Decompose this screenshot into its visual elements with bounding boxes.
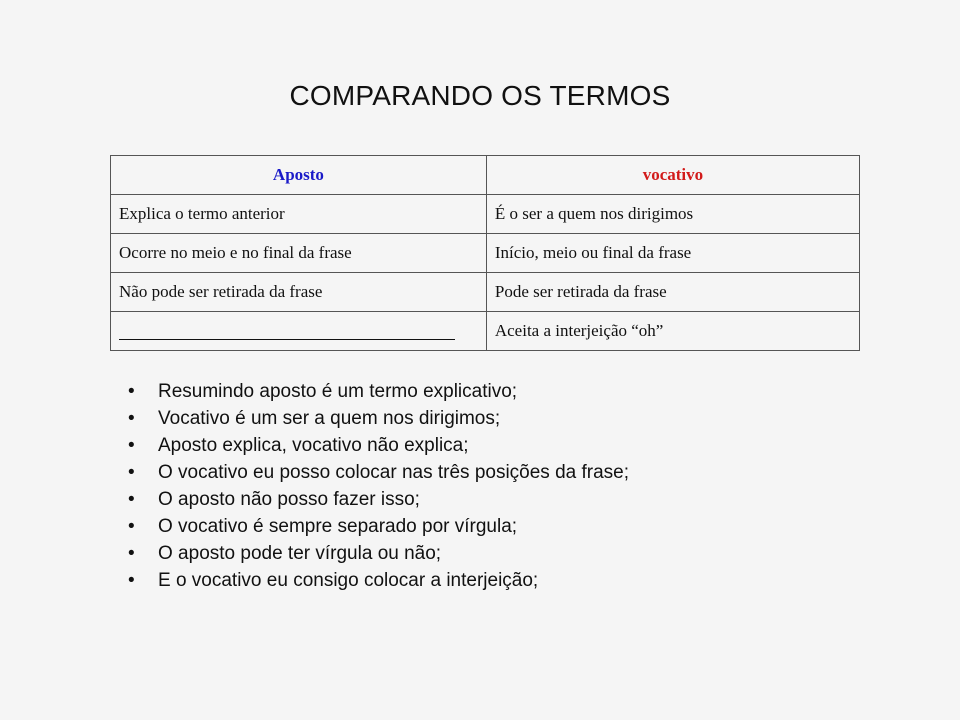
table-cell-vocativo: Pode ser retirada da frase	[486, 273, 859, 312]
blank-underline	[119, 325, 455, 340]
table-row	[111, 195, 860, 234]
table-row	[111, 234, 860, 273]
bullet-dot-icon: •	[128, 570, 135, 591]
list-item-text: Vocativo é um ser a quem nos dirigimos;	[158, 408, 501, 429]
table-row	[111, 312, 860, 351]
bullet-dot-icon: •	[128, 543, 135, 564]
table-cell-aposto-blank	[111, 312, 487, 351]
table-cell-vocativo: É o ser a quem nos dirigimos	[486, 195, 859, 234]
bullet-dot-icon: •	[128, 435, 135, 456]
list-item-text: O vocativo eu posso colocar nas três posições da frase;	[158, 462, 630, 483]
comparison-table	[110, 155, 860, 351]
table-cell-aposto: Ocorre no meio e no final da frase	[111, 234, 487, 273]
list-item	[128, 486, 629, 513]
table-row	[111, 273, 860, 312]
list-item	[128, 378, 629, 405]
table-cell-vocativo: Aceita a interjeição “oh”	[486, 312, 859, 351]
slide-title: COMPARANDO OS TERMOS	[289, 80, 671, 111]
table-cell-aposto: Não pode ser retirada da frase	[111, 273, 487, 312]
bullet-dot-icon: •	[128, 381, 135, 402]
list-item	[128, 567, 629, 594]
bullet-dot-icon: •	[128, 408, 135, 429]
header-vocativo: vocativo	[486, 156, 859, 195]
header-aposto: Aposto	[111, 156, 487, 195]
summary-bullet-list	[128, 378, 629, 594]
list-item-text: Resumindo aposto é um termo explicativo;	[158, 381, 518, 402]
bullet-dot-icon: •	[128, 516, 135, 537]
bullet-dot-icon: •	[128, 462, 135, 483]
bullet-dot-icon: •	[128, 489, 135, 510]
list-item-text: O vocativo é sempre separado por vírgula;	[158, 516, 518, 537]
list-item	[128, 459, 629, 486]
list-item-text: Aposto explica, vocativo não explica;	[158, 435, 469, 456]
list-item	[128, 432, 629, 459]
list-item-text: O aposto não posso fazer isso;	[158, 489, 420, 510]
list-item-text: E o vocativo eu consigo colocar a interjeição;	[158, 570, 539, 591]
table-cell-vocativo: Início, meio ou final da frase	[486, 234, 859, 273]
list-item	[128, 405, 629, 432]
list-item-text: O aposto pode ter vírgula ou não;	[158, 543, 442, 564]
table-cell-aposto: Explica o termo anterior	[111, 195, 487, 234]
table-header-row	[111, 156, 860, 195]
list-item	[128, 540, 629, 567]
list-item	[128, 513, 629, 540]
